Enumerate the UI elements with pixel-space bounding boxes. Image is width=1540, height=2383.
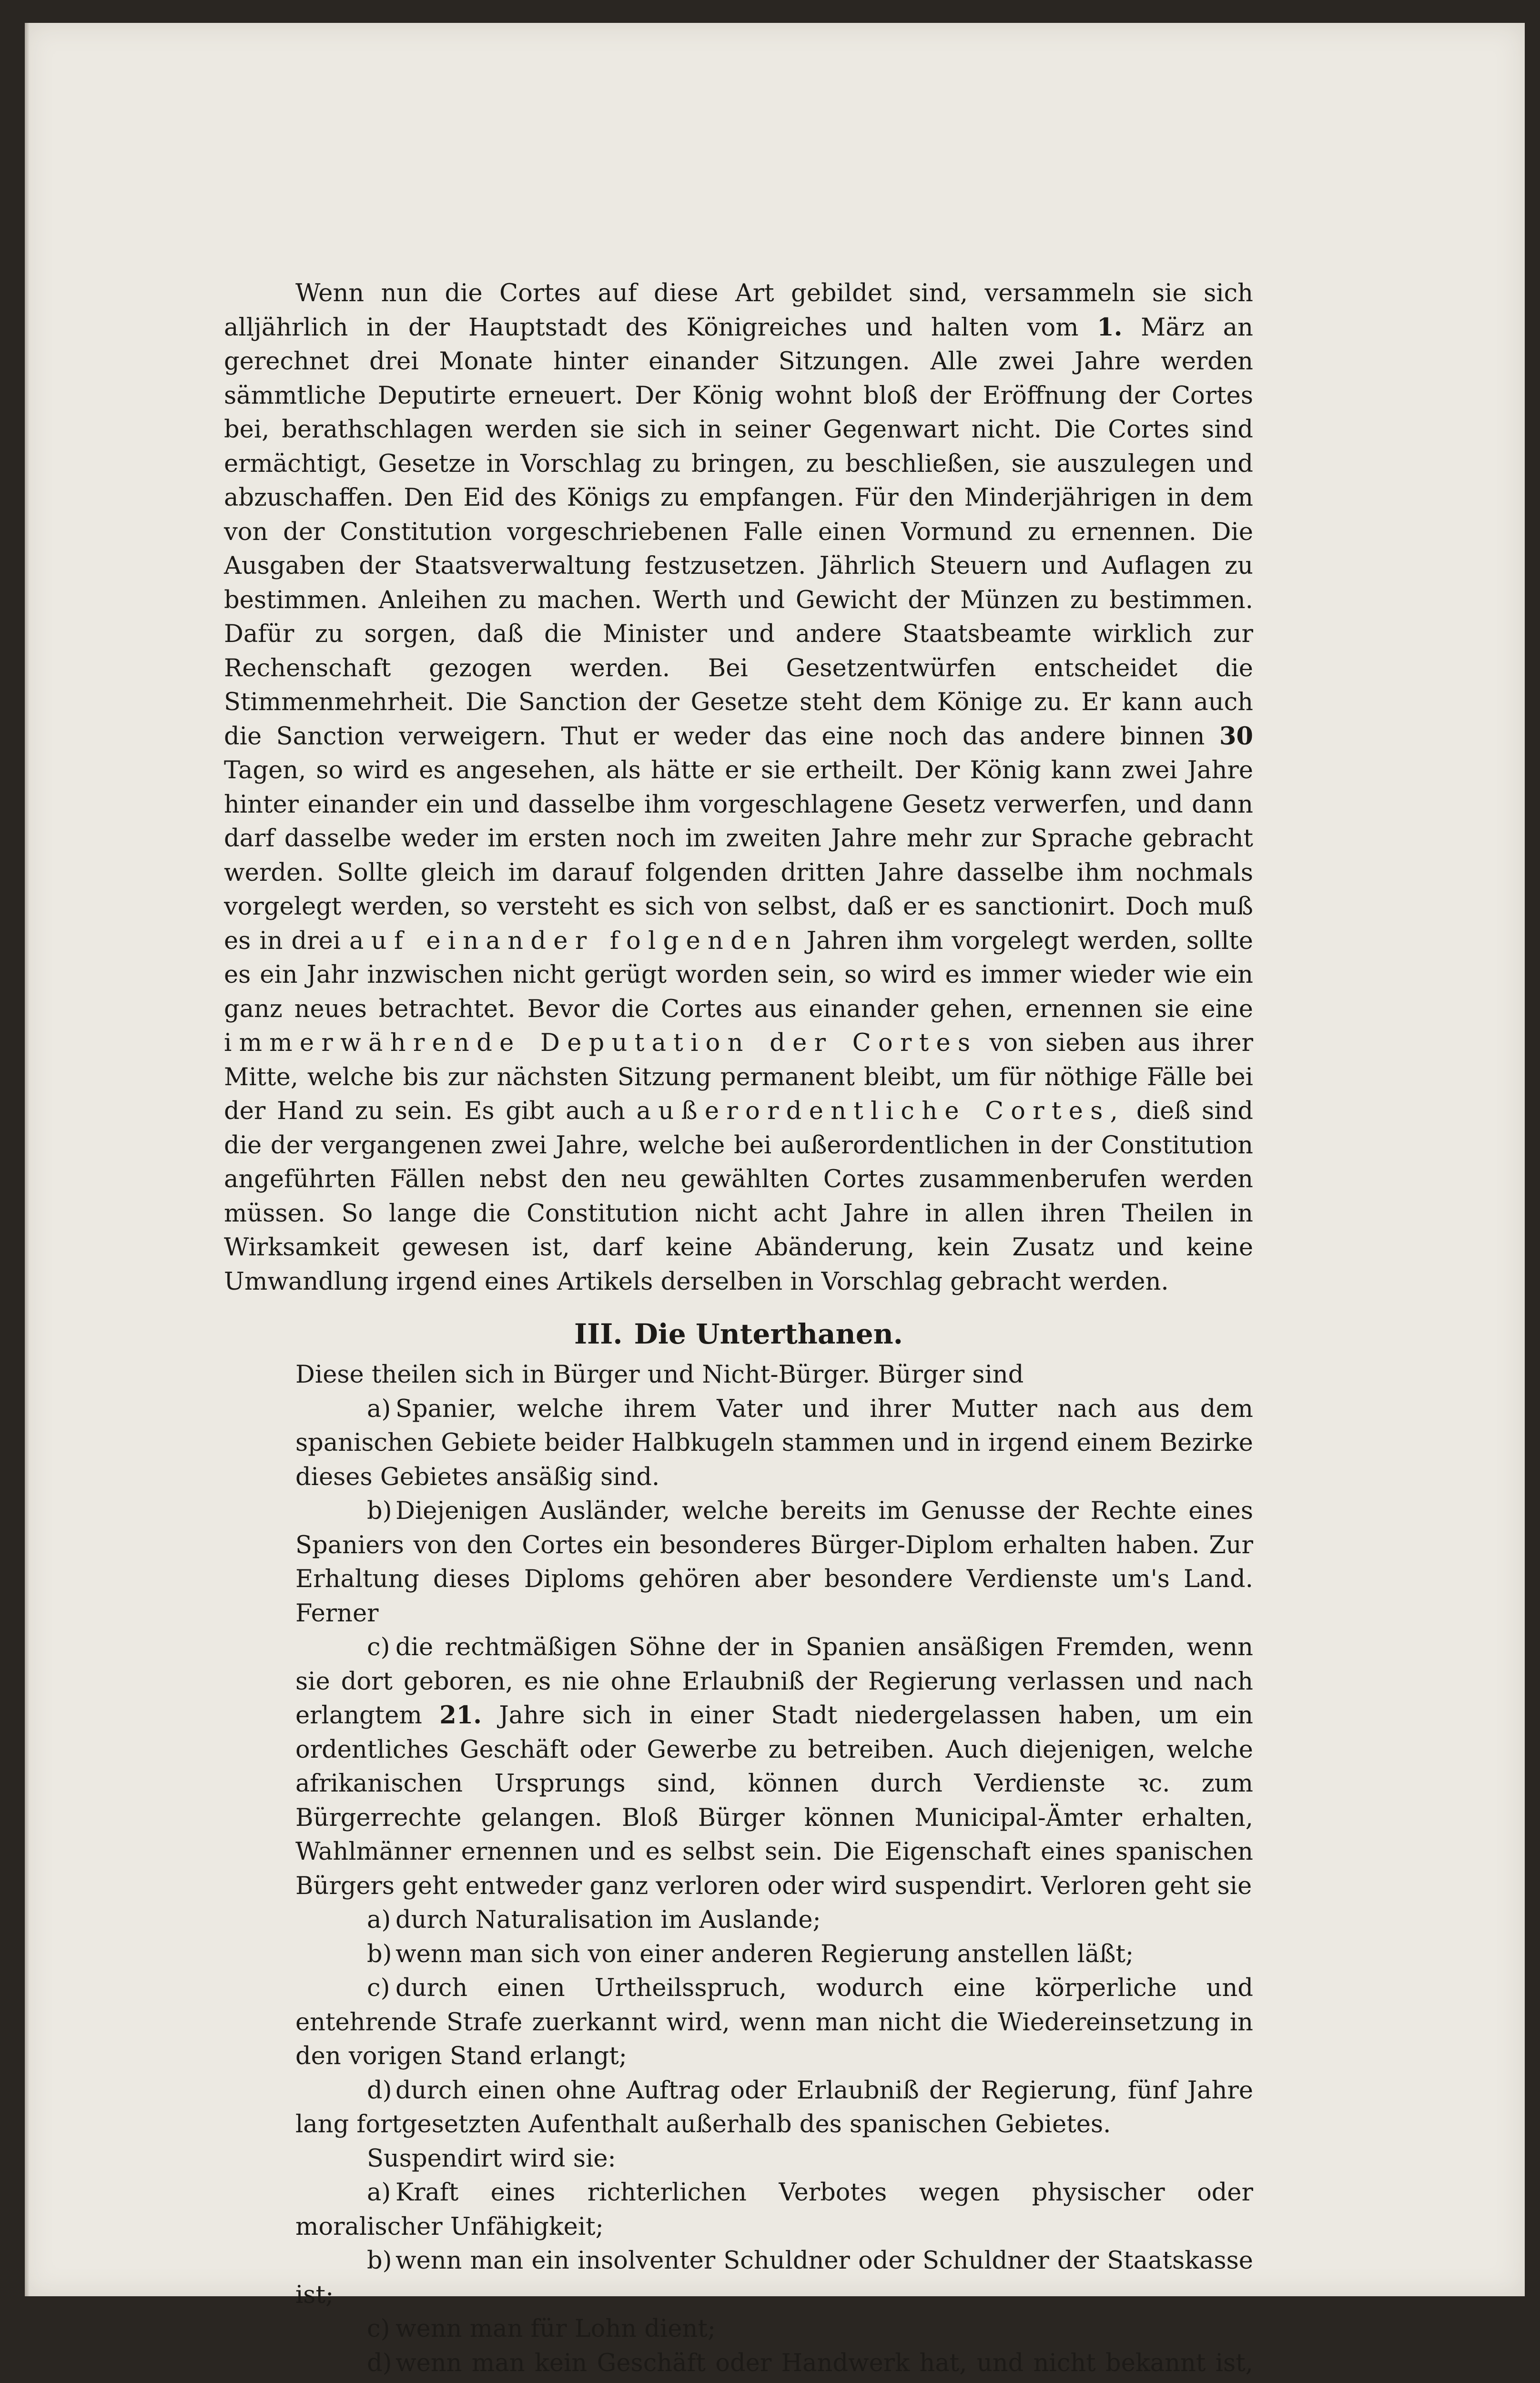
list-item: a) Kraft eines richterlichen Verbotes wegen physischer oder moralischer Unfähigkeit; [224,2176,1253,2244]
document-text [224,276,1253,2383]
spaced-emphasis: außerordentliche Cortes, [637,1097,1125,1125]
section-intro: Diese theilen sich in Bürger und Nicht-Bürger. Bürger sind [224,1358,1253,1392]
spaced-emphasis: auf einander folgenden [349,927,798,955]
section-title: Die Unterthanen. [634,1318,903,1350]
suspend-intro: Suspendirt wird sie: [224,2142,1253,2176]
list-item: b) wenn man sich von einer anderen Regierung anstellen läßt; [224,1937,1253,1972]
spaced-emphasis: immerwährende Deputation der Cortes [224,1029,977,1057]
binding-fold-shadow [25,23,30,2296]
list-item: a) Spanier, welche ihrem Vater und ihrer Mutter nach aus dem spanischen Gebiete beider Halbkugeln stammen und in irgend einem Bezirke dieses Gebietes ansäßig sind. [224,1392,1253,1495]
list-item: d) wenn man kein Geschäft oder Handwerk hat, und nicht bekannt ist, [224,2346,1253,2383]
list-item: c) durch einen Urtheilsspruch, wodurch eine körperliche und entehrende Strafe zuerkannt wird, wenn man nicht die Wiedereinsetzung in den vorigen Stand erlangt; [224,1971,1253,2074]
section-number: III. [574,1318,623,1350]
section-heading [224,1315,1253,1353]
cortes-paragraph: Wenn nun die Cortes auf diese Art gebildet sind, versammeln sie sich alljährlich in der Hauptstadt des Königreiches und halten vom 1. März an gerechnet drei Monate hinter einander Sitzungen. Alle zwei Jahre werden sämmtliche Deputirte erneuert. Der König wohnt bloß der Eröffnung der Cortes bei, berathschlagen werden sie sich in seiner Gegenwart nicht. Die Cortes sind ermächtigt, Gesetze in Vorschlag zu bringen, zu beschließen, sie auszulegen und abzuschaffen. Den Eid des Königs zu empfangen. Für den Minderjährigen in dem von der Constitution vorgeschriebenen Falle einen Vormund zu ernennen. Die Ausgaben der Staatsverwaltung festzusetzen. Jährlich Steuern und Auflagen zu bestimmen. Anleihen zu machen. Werth und Gewicht der Münzen zu bestimmen. Dafür zu sorgen, daß die Minister und andere Staatsbeamte wirklich zur Rechenschaft gezogen werden. Bei Gesetzentwürfen entscheidet die Stimmenmehrheit. Die Sanction der Gesetze steht dem Könige zu. Er kann auch die Sanction verweigern. Thut er weder das eine noch das andere binnen 30 Tagen, so wird es angesehen, als hätte er sie ertheilt. Der König kann zwei Jahre hinter einander ein und dasselbe ihm vorgeschlagene Gesetz verwerfen, und dann darf dasselbe weder im ersten noch im zweiten Jahre mehr zur Sprache gebracht werden. Sollte gleich im darauf folgenden dritten Jahre dasselbe ihm nochmals vorgelegt werden, so versteht es sich von selbst, daß er es sanctionirt. Doch muß es in drei auf einander folgenden Jahren ihm vorgelegt werden, sollte es ein Jahr inzwischen nicht gerügt worden sein, so wird es immer wieder wie ein ganz neues betrachtet. Bevor die Cortes aus einander gehen, ernennen sie eine immerwährende Deputation der Cortes von sieben aus ihrer Mitte, welche bis zur nächsten Sitzung permanent bleibt, um für nöthige Fälle bei der Hand zu sein. Es gibt auch außerordentliche Cortes, dieß sind die der vergangenen zwei Jahre, welche bei außerordentlichen in der Constitution angeführten Fällen nebst den neu gewählten Cortes zusammenberufen werden müssen. So lange die Constitution nicht acht Jahre in allen ihren Theilen in Wirksamkeit gewesen ist, darf keine Abänderung, kein Zusatz und keine Umwandlung irgend eines Artikels derselben in Vorschlag gebracht werden. [224,276,1253,1299]
list-item: c) wenn man für Lohn dient; [224,2312,1253,2346]
list-item: b) wenn man ein insolventer Schuldner oder Schuldner der Staatskasse ist; [224,2244,1253,2312]
list-item: d) durch einen ohne Auftrag oder Erlaubniß der Regierung, fünf Jahre lang fortgesetzten Aufenthalt außerhalb des spanischen Gebietes. [224,2074,1253,2142]
list-item: c) die rechtmäßigen Söhne der in Spanien ansäßigen Fremden, wenn sie dort geboren, es nie ohne Erlaubniß der Regierung verlassen und nach erlangtem 21. Jahre sich in einer Stadt niedergelassen haben, um ein ordentliches Geschäft oder Gewerbe zu betreiben. Auch diejenigen, welche afrikanischen Ursprungs sind, können durch Verdienste ꝛc. zum Bürgerrechte gelangen. Bloß Bürger können Municipal-Ämter erhalten, Wahlmänner ernennen und es selbst sein. Die Eigenschaft eines spanischen Bürgers geht entweder ganz verloren oder wird suspendirt. Verloren geht sie [224,1630,1253,1903]
list-item: a) durch Naturalisation im Auslande; [224,1903,1253,1937]
list-item: b) Diejenigen Ausländer, welche bereits im Genusse der Rechte eines Spaniers von den Cortes ein besonderes Bürger-Diplom erhalten haben. Zur Erhaltung dieses Diploms gehören aber besondere Verdienste um's Land. Ferner [224,1494,1253,1630]
